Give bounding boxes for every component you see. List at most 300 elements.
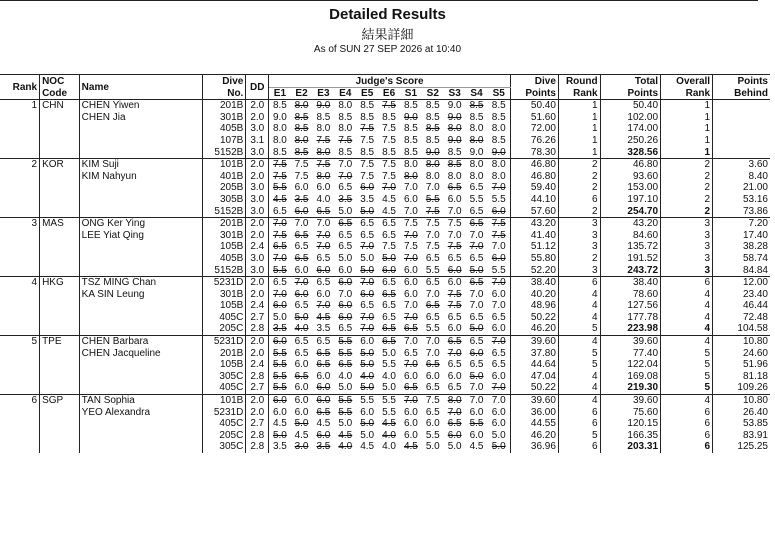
athlete-name: YEO Alexandra [79, 407, 202, 419]
total-points: 50.40 [600, 100, 660, 112]
round-rank: 4 [558, 312, 600, 324]
judge-score: 6.5 [356, 218, 378, 230]
dive-number: 305C [202, 371, 246, 383]
judge-score: 7.5 [338, 134, 353, 146]
judge-score: 5.5 [272, 370, 287, 382]
judge-score: 5.0 [338, 205, 353, 217]
noc-code [40, 171, 80, 183]
noc-code [40, 359, 80, 371]
judge-score: 6.5 [338, 182, 353, 194]
judge-score: 5.0 [425, 441, 440, 453]
judge-score: 8.5 [447, 146, 462, 158]
judge-score: 8.5 [425, 123, 440, 135]
dive-points: 48.96 [511, 300, 559, 312]
judge-score: 3.5 [272, 441, 287, 453]
judge-score: 7.0 [403, 182, 418, 194]
judge-score: 7.0 [403, 229, 418, 241]
judge-score: 6.0 [487, 253, 510, 265]
table-row [0, 336, 770, 348]
judge-score: 5.5 [272, 359, 287, 371]
overall-rank: 3 [661, 230, 713, 242]
round-rank: 2 [558, 182, 600, 194]
judge-score: 6.0 [316, 182, 331, 194]
dive-points: 51.12 [511, 241, 559, 253]
team-rank: 2 [0, 159, 40, 171]
judge-score: 7.0 [487, 300, 510, 312]
athlete-name [79, 418, 202, 430]
team-rank [0, 194, 40, 206]
judge-score: 7.0 [382, 182, 396, 194]
athlete-name [79, 206, 202, 218]
points-behind: 17.40 [742, 229, 768, 241]
judge-score: 7.5 [487, 230, 510, 242]
col-points-behind-sub: Behind [713, 87, 770, 100]
points-behind: 7.20 [713, 218, 770, 230]
dive-number: 305C [202, 441, 246, 453]
judge-score: 6.0 [487, 407, 510, 419]
judge-score: 6.5 [338, 229, 353, 241]
judge-score: 6.0 [269, 336, 291, 348]
judge-label-s3: S3 [444, 87, 466, 100]
judge-score: 8.5 [338, 146, 353, 158]
noc-code [40, 312, 80, 324]
judge-score: 7.0 [403, 252, 418, 264]
dive-number: 305B [202, 194, 246, 206]
degree-of-difficulty: 2.8 [246, 430, 269, 442]
table-row [0, 100, 770, 112]
judge-score: 6.0 [360, 406, 375, 418]
judge-score: 7.0 [334, 159, 356, 171]
judge-score: 6.0 [487, 323, 510, 335]
judge-score: 6.0 [447, 264, 462, 276]
page-subtitle: 結果詳細 [361, 27, 414, 42]
judge-score: 6.5 [316, 252, 331, 264]
judge-score: 4.0 [338, 370, 353, 382]
judge-score: 5.5 [334, 395, 356, 407]
athlete-name [79, 441, 202, 453]
judge-score: 9.0 [447, 111, 462, 123]
judge-score: 6.5 [382, 229, 396, 241]
total-points: 122.04 [600, 359, 660, 371]
judge-score: 3.5 [360, 193, 375, 205]
judge-score: 6.5 [425, 300, 440, 312]
dive-points: 50.40 [511, 100, 559, 112]
judge-score: 9.0 [447, 134, 462, 146]
points-behind [713, 112, 770, 124]
judge-score: 7.0 [403, 300, 418, 312]
noc-code: TPE [40, 336, 80, 348]
round-rank: 4 [558, 371, 600, 383]
judge-score: 7.5 [291, 159, 313, 171]
table-row [0, 359, 770, 371]
judge-score: 9.0 [425, 146, 440, 158]
judge-score: 6.5 [269, 277, 291, 289]
noc-code: SGP [40, 395, 80, 407]
athlete-name [79, 265, 202, 277]
col-total-points: Total [600, 75, 660, 88]
noc-code [40, 206, 80, 218]
team-rank: 3 [0, 218, 40, 230]
dive-number: 105B [202, 359, 246, 371]
overall-rank: 1 [661, 147, 713, 159]
judge-score: 7.0 [469, 382, 484, 394]
judge-score: 4.5 [403, 441, 418, 453]
athlete-name: KIM Nahyun [79, 171, 202, 183]
round-rank: 5 [558, 430, 600, 442]
athlete-name [79, 123, 202, 135]
team-rank [0, 382, 40, 394]
judge-score: 6.5 [316, 205, 331, 217]
round-rank: 2 [558, 159, 600, 171]
athlete-name [79, 323, 202, 335]
judge-score: 8.0 [487, 171, 510, 183]
judge-score: 5.0 [382, 252, 396, 264]
points-behind: 3.60 [713, 159, 770, 171]
noc-code [40, 135, 80, 147]
judge-score: 7.5 [382, 123, 396, 135]
team-rank [0, 441, 40, 453]
judge-score: 7.0 [447, 347, 462, 359]
total-points: 120.15 [600, 418, 660, 430]
points-behind: 10.80 [713, 395, 770, 407]
judge-score: 6.5 [334, 218, 356, 230]
dive-points: 51.60 [511, 112, 559, 124]
dive-number: 205C [202, 323, 246, 335]
athlete-name [79, 312, 202, 324]
judge-score: 6.0 [360, 288, 375, 300]
dive-points: 44.64 [511, 359, 559, 371]
noc-code [40, 147, 80, 159]
team-rank [0, 241, 40, 253]
athlete-name: KA SIN Leung [79, 289, 202, 301]
degree-of-difficulty: 2.0 [246, 100, 269, 112]
degree-of-difficulty: 2.8 [246, 371, 269, 383]
judge-score: 5.5 [425, 193, 440, 205]
judge-score: 6.0 [382, 264, 396, 276]
judge-score: 8.0 [466, 159, 488, 171]
judge-score: 6.5 [487, 359, 510, 371]
table-row [0, 323, 770, 335]
round-rank: 3 [558, 241, 600, 253]
round-rank: 2 [558, 206, 600, 218]
judge-score: 7.0 [272, 252, 287, 264]
overall-rank: 5 [661, 348, 713, 360]
judge-score: 6.0 [403, 418, 418, 430]
judge-score: 5.5 [425, 429, 440, 441]
judge-score: 8.0 [291, 100, 313, 112]
noc-code [40, 407, 80, 419]
col-points-behind: Points [713, 75, 770, 88]
dive-points: 36.96 [511, 441, 559, 453]
judge-score: 7.5 [422, 395, 444, 407]
judge-score: 7.0 [338, 288, 353, 300]
dive-points: 57.60 [511, 206, 559, 218]
judge-score: 6.5 [447, 382, 462, 394]
degree-of-difficulty: 3.0 [246, 206, 269, 218]
athlete-name [79, 382, 202, 394]
judge-score: 7.0 [338, 170, 353, 182]
col-round-rank-sub: Rank [558, 87, 600, 100]
judge-score: 5.5 [272, 264, 287, 276]
dive-points: 38.40 [511, 277, 559, 289]
judge-score: 6.0 [272, 406, 287, 418]
team-rank [0, 323, 40, 335]
dive-points: 78.30 [511, 147, 559, 159]
points-behind: 104.58 [737, 323, 768, 335]
judge-score: 8.0 [469, 123, 484, 135]
judge-score: 6.0 [338, 300, 353, 312]
round-rank: 4 [558, 395, 600, 407]
judge-score: 6.0 [316, 370, 331, 382]
degree-of-difficulty: 2.0 [246, 289, 269, 301]
round-rank: 4 [558, 300, 600, 312]
judge-score: 5.0 [360, 418, 375, 430]
points-behind: 8.40 [748, 170, 768, 182]
judge-score: 7.5 [294, 170, 309, 182]
athlete-name [79, 359, 202, 371]
dive-points: 39.60 [511, 395, 559, 407]
judge-score: 9.0 [312, 100, 334, 112]
judge-score: 5.5 [272, 382, 287, 394]
points-behind: 125.25 [737, 441, 768, 453]
total-points: 38.40 [600, 277, 660, 289]
noc-code [40, 418, 80, 430]
judge-label-e2: E2 [291, 87, 313, 100]
table-row [0, 230, 770, 242]
total-points: 77.40 [600, 348, 660, 360]
athlete-name: CHEN Jacqueline [79, 348, 202, 360]
dive-number: 201B [202, 100, 246, 112]
judge-score: 6.0 [444, 277, 466, 289]
judge-score: 5.0 [360, 264, 375, 276]
judge-score: 6.5 [425, 406, 440, 418]
col-rank: Rank [0, 75, 40, 100]
noc-code [40, 430, 80, 442]
judge-score: 5.0 [360, 429, 375, 441]
judge-label-e3: E3 [312, 87, 334, 100]
dive-points: 50.22 [511, 382, 559, 394]
total-points: 75.60 [600, 407, 660, 419]
judge-score: 5.5 [338, 347, 353, 359]
judge-score: 7.0 [291, 277, 313, 289]
noc-code [40, 441, 80, 453]
overall-rank: 6 [661, 441, 713, 453]
dive-number: 107B [202, 135, 246, 147]
points-behind: 26.40 [742, 406, 768, 418]
athlete-name [79, 430, 202, 442]
athlete-name [79, 182, 202, 194]
team-rank [0, 430, 40, 442]
judge-score: 6.0 [469, 429, 484, 441]
dive-points: 46.20 [511, 323, 559, 335]
athlete-name: KIM Suji [79, 159, 202, 171]
judge-score: 5.5 [272, 347, 287, 359]
dive-points: 72.00 [511, 123, 559, 135]
round-rank: 3 [558, 265, 600, 277]
team-rank [0, 171, 40, 183]
table-row [0, 241, 770, 253]
judge-score: 6.0 [316, 429, 331, 441]
round-rank: 4 [558, 336, 600, 348]
judge-score: 4.0 [382, 370, 396, 382]
judge-score: 8.5 [356, 100, 378, 112]
judge-score: 8.5 [360, 146, 375, 158]
points-behind [713, 100, 770, 112]
judge-score: 3.5 [316, 323, 331, 335]
points-behind [713, 147, 770, 159]
judge-score: 6.5 [316, 347, 331, 359]
judge-score: 4.5 [316, 311, 331, 323]
round-rank: 1 [558, 100, 600, 112]
judge-score: 7.5 [447, 288, 462, 300]
judge-score: 8.0 [469, 170, 484, 182]
judge-score: 6.0 [469, 406, 484, 418]
team-rank [0, 135, 40, 147]
athlete-name: TAN Sophia [79, 395, 202, 407]
judge-score: 4.5 [294, 429, 309, 441]
judge-score: 6.0 [400, 277, 422, 289]
noc-code [40, 371, 80, 383]
table-row [0, 194, 770, 206]
table-row [0, 265, 770, 277]
judge-score: 6.5 [294, 370, 309, 382]
judge-score: 6.0 [487, 371, 510, 383]
judge-score: 7.0 [487, 382, 510, 394]
judge-label-s4: S4 [466, 87, 488, 100]
noc-code: MAS [40, 218, 80, 230]
judge-score: 7.0 [469, 229, 484, 241]
degree-of-difficulty: 3.0 [246, 253, 269, 265]
col-noc: NOC [40, 75, 80, 88]
table-row [0, 159, 770, 171]
dive-number: 205C [202, 430, 246, 442]
team-rank [0, 265, 40, 277]
judge-score: 7.0 [425, 347, 440, 359]
judge-score: 5.0 [469, 264, 484, 276]
as-of-timestamp: As of SUN 27 SEP 2026 at 10:40 [313, 44, 462, 55]
judge-score: 5.0 [382, 347, 396, 359]
table-row [0, 300, 770, 312]
total-points: 219.30 [600, 382, 660, 394]
judge-score: 5.0 [338, 382, 353, 394]
table-row [0, 147, 770, 159]
athlete-name: CHEN Yiwen [79, 100, 202, 112]
judge-score: 6.0 [294, 359, 309, 371]
table-row [0, 289, 770, 301]
judge-score: 6.0 [403, 370, 418, 382]
team-rank [0, 407, 40, 419]
judge-score: 6.5 [447, 252, 462, 264]
noc-code [40, 265, 80, 277]
judge-score: 5.5 [425, 323, 440, 335]
judge-score: 7.0 [403, 205, 418, 217]
judge-score: 6.0 [316, 288, 331, 300]
points-behind: 23.40 [742, 288, 768, 300]
dive-points: 44.10 [511, 194, 559, 206]
judge-score: 8.5 [382, 111, 396, 123]
overall-rank: 1 [661, 135, 713, 147]
noc-code [40, 241, 80, 253]
table-row [0, 253, 770, 265]
judge-score: 5.0 [272, 311, 287, 323]
judge-score: 6.5 [469, 311, 484, 323]
degree-of-difficulty: 3.0 [246, 194, 269, 206]
judge-score: 9.0 [272, 111, 287, 123]
judge-score: 6.0 [487, 418, 510, 430]
judge-score: 7.5 [447, 300, 462, 312]
judge-score: 8.5 [400, 100, 422, 112]
judge-score: 8.0 [422, 159, 444, 171]
dive-number: 205B [202, 182, 246, 194]
table-row [0, 348, 770, 360]
judge-score: 6.5 [294, 229, 309, 241]
col-dive-points: Dive [511, 75, 559, 88]
judge-score: 7.5 [403, 241, 418, 253]
judge-score: 6.5 [294, 252, 309, 264]
col-overall-rank-sub: Rank [661, 87, 713, 100]
total-points: 39.60 [600, 336, 660, 348]
overall-rank: 4 [661, 323, 713, 335]
athlete-name [79, 371, 202, 383]
dive-points: 47.04 [511, 371, 559, 383]
total-points: 250.26 [600, 135, 660, 147]
judge-score: 4.5 [316, 418, 331, 430]
judge-score: 8.5 [403, 134, 418, 146]
judge-score: 5.5 [378, 395, 400, 407]
judge-score: 6.0 [403, 429, 418, 441]
judge-score: 8.5 [487, 112, 510, 124]
degree-of-difficulty: 3.0 [246, 265, 269, 277]
judge-score: 5.0 [294, 418, 309, 430]
judge-score: 6.5 [425, 359, 440, 371]
overall-rank: 3 [661, 218, 713, 230]
team-rank [0, 359, 40, 371]
overall-rank: 5 [661, 371, 713, 383]
judge-score: 7.5 [400, 218, 422, 230]
dive-number: 5152B [202, 147, 246, 159]
judge-score: 6.0 [294, 182, 309, 194]
judge-score: 6.5 [422, 277, 444, 289]
total-points: 93.60 [600, 171, 660, 183]
col-dive: Dive [202, 75, 246, 88]
points-behind: 53.16 [742, 193, 768, 205]
athlete-name [79, 300, 202, 312]
judge-score: 4.0 [338, 441, 353, 453]
judge-score: 7.0 [360, 323, 375, 335]
team-rank [0, 206, 40, 218]
points-behind: 81.18 [742, 370, 768, 382]
athlete-name: TSZ MING Chan [79, 277, 202, 289]
judge-score: 7.0 [487, 277, 510, 289]
round-rank: 1 [558, 123, 600, 135]
dive-number: 201B [202, 348, 246, 360]
judge-score: 6.0 [272, 300, 287, 312]
dive-number: 401B [202, 171, 246, 183]
dive-points: 46.80 [511, 159, 559, 171]
noc-code [40, 300, 80, 312]
judge-score: 6.5 [425, 252, 440, 264]
judge-score: 6.5 [360, 229, 375, 241]
judge-score: 8.0 [403, 170, 418, 182]
judge-score: 5.5 [425, 264, 440, 276]
total-points: 127.56 [600, 300, 660, 312]
round-rank: 6 [558, 441, 600, 453]
col-total-points-sub: Points [600, 87, 660, 100]
judge-score: 7.5 [360, 134, 375, 146]
judge-label-e6: E6 [378, 87, 400, 100]
round-rank: 3 [558, 230, 600, 242]
overall-rank: 3 [661, 241, 713, 253]
